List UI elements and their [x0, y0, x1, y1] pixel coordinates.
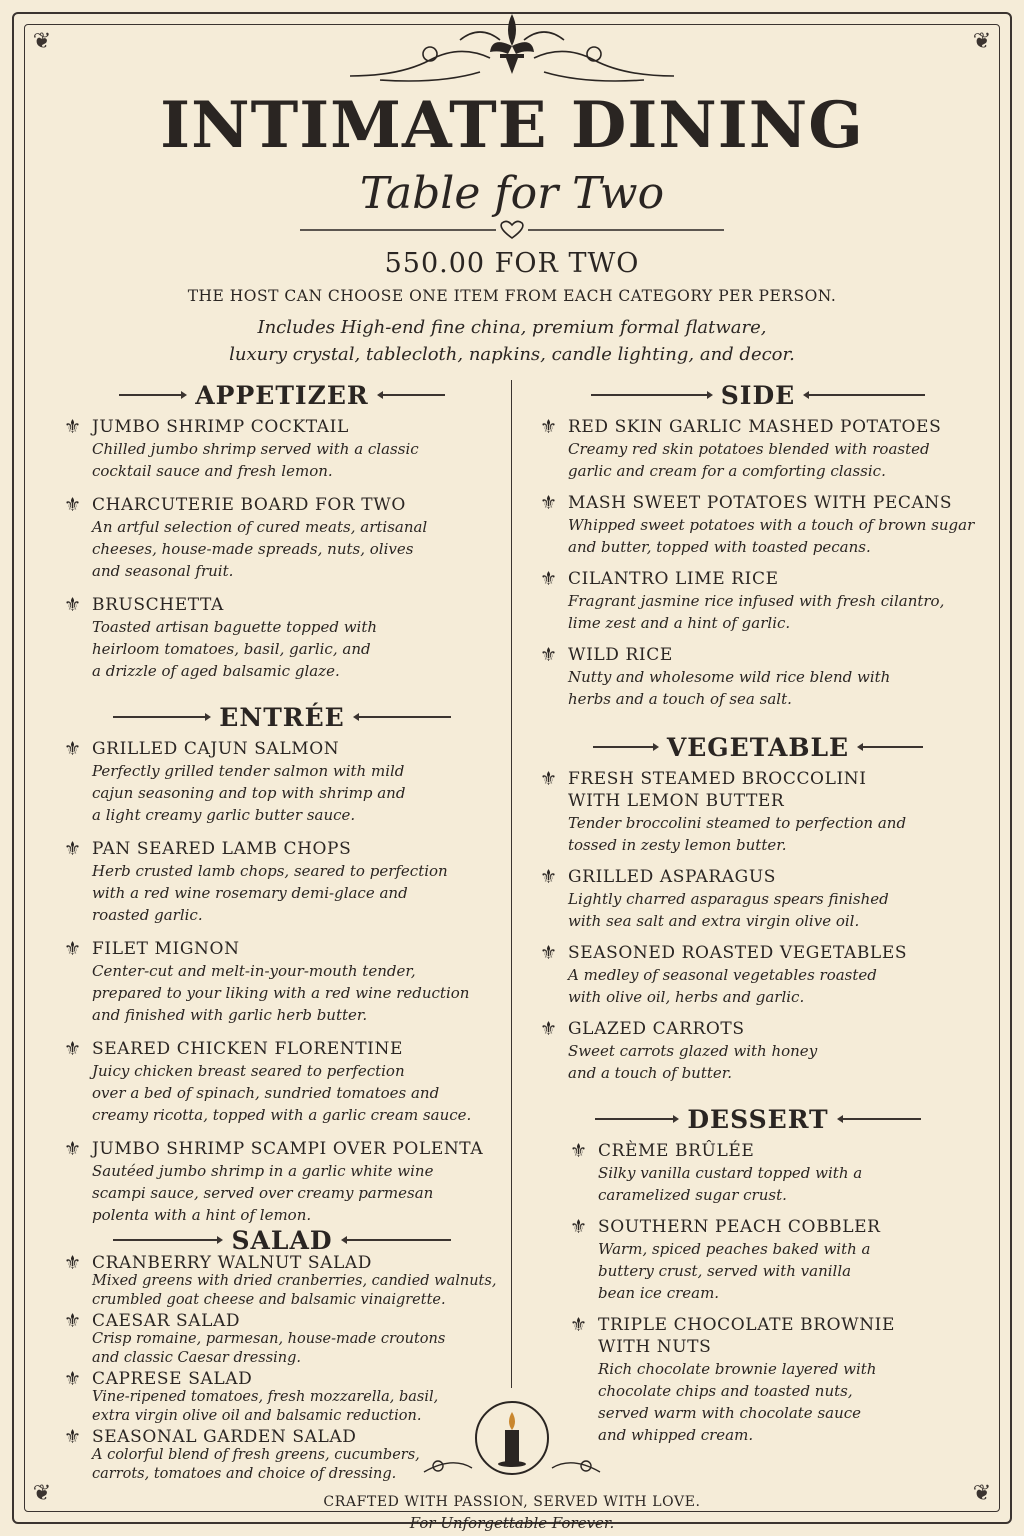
menu-item: ⚜ GRILLED ASPARAGUS Lightly charred asparagus spears finished with sea salt and extra virgin olive oil.	[540, 866, 889, 930]
menu-item: ⚜ JUMBO SHRIMP COCKTAIL Chilled jumbo shrimp served with a classic cocktail sauce and fresh lemon.	[64, 416, 419, 480]
fleur-de-lis-icon: ⚜	[64, 1310, 82, 1332]
section-header-vegetable: VEGETABLE	[540, 730, 976, 764]
fleur-de-lis-icon: ⚜	[64, 594, 82, 616]
corner-ornament-icon: ❦	[32, 1481, 52, 1506]
fleur-de-lis-icon: ⚜	[540, 492, 558, 514]
left-column	[64, 378, 500, 1484]
fleur-de-lis-icon: ⚜	[540, 644, 558, 666]
menu-item: ⚜ FRESH STEAMED BROCCOLINI WITH LEMON BUTTER Tender broccolini steamed to perfection and tossed in zesty lemon butter.	[540, 768, 907, 854]
menu-subtitle: Table for Two	[359, 168, 665, 219]
corner-ornament-icon: ❦	[972, 29, 992, 54]
fleur-de-lis-icon: ⚜	[570, 1140, 588, 1162]
fleur-de-lis-icon: ⚜	[64, 1138, 82, 1160]
section-header-entree: ENTRÉE	[64, 700, 500, 734]
footer-tagline: CRAFTED WITH PASSION, SERVED WITH LOVE.	[323, 1494, 701, 1510]
heart-divider	[300, 218, 724, 242]
menu-item: ⚜ CRÈME BRÛLÉE Silky vanilla custard topped with a caramelized sugar crust.	[570, 1140, 863, 1204]
section-header-salad: SALAD	[64, 1226, 500, 1254]
menu-item: ⚜ MASH SWEET POTATOES WITH PECANS Whipped sweet potatoes with a touch of brown sugar and butter, topped with toasted pecans.	[540, 492, 975, 556]
menu-item: ⚜ CAPRESE SALAD Vine-ripened tomatoes, fresh mozzarella, basil, extra virgin olive oil and balsamic reduction.	[64, 1368, 439, 1424]
section-header-side: SIDE	[540, 378, 976, 412]
fleur-de-lis-icon: ⚜	[540, 1018, 558, 1040]
fleur-de-lis-icon: ⚜	[64, 1368, 82, 1390]
fleur-de-lis-icon: ⚜	[64, 1252, 82, 1274]
fleur-de-lis-icon: ⚜	[540, 866, 558, 888]
fleur-de-lis-icon: ⚜	[540, 768, 558, 790]
menu-item: ⚜ RED SKIN GARLIC MASHED POTATOES Creamy red skin potatoes blended with roasted garlic and cream for a comforting classic.	[540, 416, 942, 480]
fleur-de-lis-icon: ⚜	[540, 416, 558, 438]
column-divider	[511, 380, 512, 1388]
fleur-ornament-icon	[340, 10, 684, 88]
fleur-de-lis-icon: ⚜	[64, 738, 82, 760]
fleur-de-lis-icon: ⚜	[64, 1038, 82, 1060]
footer-signoff: For Unforgettable Forever.	[409, 1514, 615, 1532]
menu-item: ⚜ SEARED CHICKEN FLORENTINE Juicy chicken breast seared to perfection over a bed of spinach, sundried tomatoes and creamy ricotta, topped with a garlic cream sauce.	[64, 1038, 472, 1124]
fleur-de-lis-icon: ⚜	[570, 1314, 588, 1336]
corner-ornament-icon: ❦	[972, 1481, 992, 1506]
fleur-de-lis-icon: ⚜	[570, 1216, 588, 1238]
fleur-de-lis-icon: ⚜	[64, 1426, 82, 1448]
fleur-de-lis-icon: ⚜	[64, 838, 82, 860]
heart-icon	[501, 221, 523, 238]
section-header-dessert: DESSERT	[540, 1102, 976, 1136]
menu-item: ⚜ BRUSCHETTA Toasted artisan baguette topped with heirloom tomatoes, basil, garlic, and a drizzle of aged balsamic glaze.	[64, 594, 378, 680]
menu-item: ⚜ FILET MIGNON Center-cut and melt-in-your-mouth tender, prepared to your liking with a red wine reduction and finished with garlic herb butter.	[64, 938, 470, 1024]
selection-rule: THE HOST CAN CHOOSE ONE ITEM FROM EACH CATEGORY PER PERSON.	[187, 287, 837, 305]
candle-icon	[422, 1396, 602, 1492]
fleur-de-lis-icon: ⚜	[64, 494, 82, 516]
menu-item: ⚜ CAESAR SALAD Crisp romaine, parmesan, house-made croutons and classic Caesar dressing.	[64, 1310, 446, 1366]
menu-title: INTIMATE DINING	[160, 88, 864, 163]
fleur-de-lis-icon: ⚜	[540, 942, 558, 964]
menu-item: ⚜ GLAZED CARROTS Sweet carrots glazed with honey and a touch of butter.	[540, 1018, 818, 1082]
fleur-de-lis-icon: ⚜	[540, 568, 558, 590]
corner-ornament-icon: ❦	[32, 29, 52, 54]
menu-item: ⚜ JUMBO SHRIMP SCAMPI OVER POLENTA Sautéed jumbo shrimp in a garlic white wine scampi sauce, served over creamy parmesan polenta with a hint of lemon.	[64, 1138, 484, 1224]
menu-item: ⚜ CHARCUTERIE BOARD FOR TWO An artful selection of cured meats, artisanal cheeses, house-made spreads, nuts, olives and seasonal fruit.	[64, 494, 428, 580]
menu-item: ⚜ SOUTHERN PEACH COBBLER Warm, spiced peaches baked with a buttery crust, served with vanilla bean ice cream.	[570, 1216, 881, 1302]
fleur-de-lis-icon: ⚜	[64, 416, 82, 438]
menu-item: ⚜ TRIPLE CHOCOLATE BROWNIE WITH NUTS Rich chocolate brownie layered with chocolate chips and toasted nuts, served warm with chocolate sauce and whipped cream.	[570, 1314, 895, 1444]
fleur-de-lis-icon: ⚜	[64, 938, 82, 960]
menu-item: ⚜ PAN SEARED LAMB CHOPS Herb crusted lamb chops, seared to perfection with a red wine rosemary demi-glace and roasted garlic.	[64, 838, 448, 924]
menu-item: ⚜ SEASONAL GARDEN SALAD A colorful blend of fresh greens, cucumbers, carrots, tomatoes and choice of dressing.	[64, 1426, 420, 1482]
section-header-appetizer: APPETIZER	[64, 378, 500, 412]
menu-item: ⚜ SEASONED ROASTED VEGETABLES A medley of seasonal vegetables roasted with olive oil, herbs and garlic.	[540, 942, 908, 1006]
menu-item: ⚜ CRANBERRY WALNUT SALAD Mixed greens with dried cranberries, candied walnuts, crumbled goat cheese and balsamic vinaigrette.	[64, 1252, 497, 1308]
right-column	[540, 378, 976, 1446]
includes-text: Includes High-end fine china, premium formal flatware, luxury crystal, tablecloth, napkins, candle lighting, and decor.	[229, 317, 795, 365]
menu-item: ⚜ WILD RICE Nutty and wholesome wild rice blend with herbs and a touch of sea salt.	[540, 644, 891, 708]
price-label: 550.00 FOR TWO	[384, 248, 640, 279]
menu-item: ⚜ CILANTRO LIME RICE Fragrant jasmine rice infused with fresh cilantro, lime zest and a hint of garlic.	[540, 568, 945, 632]
menu-item: ⚜ GRILLED CAJUN SALMON Perfectly grilled tender salmon with mild cajun seasoning and top with shrimp and a light creamy garlic butter sauce.	[64, 738, 406, 824]
